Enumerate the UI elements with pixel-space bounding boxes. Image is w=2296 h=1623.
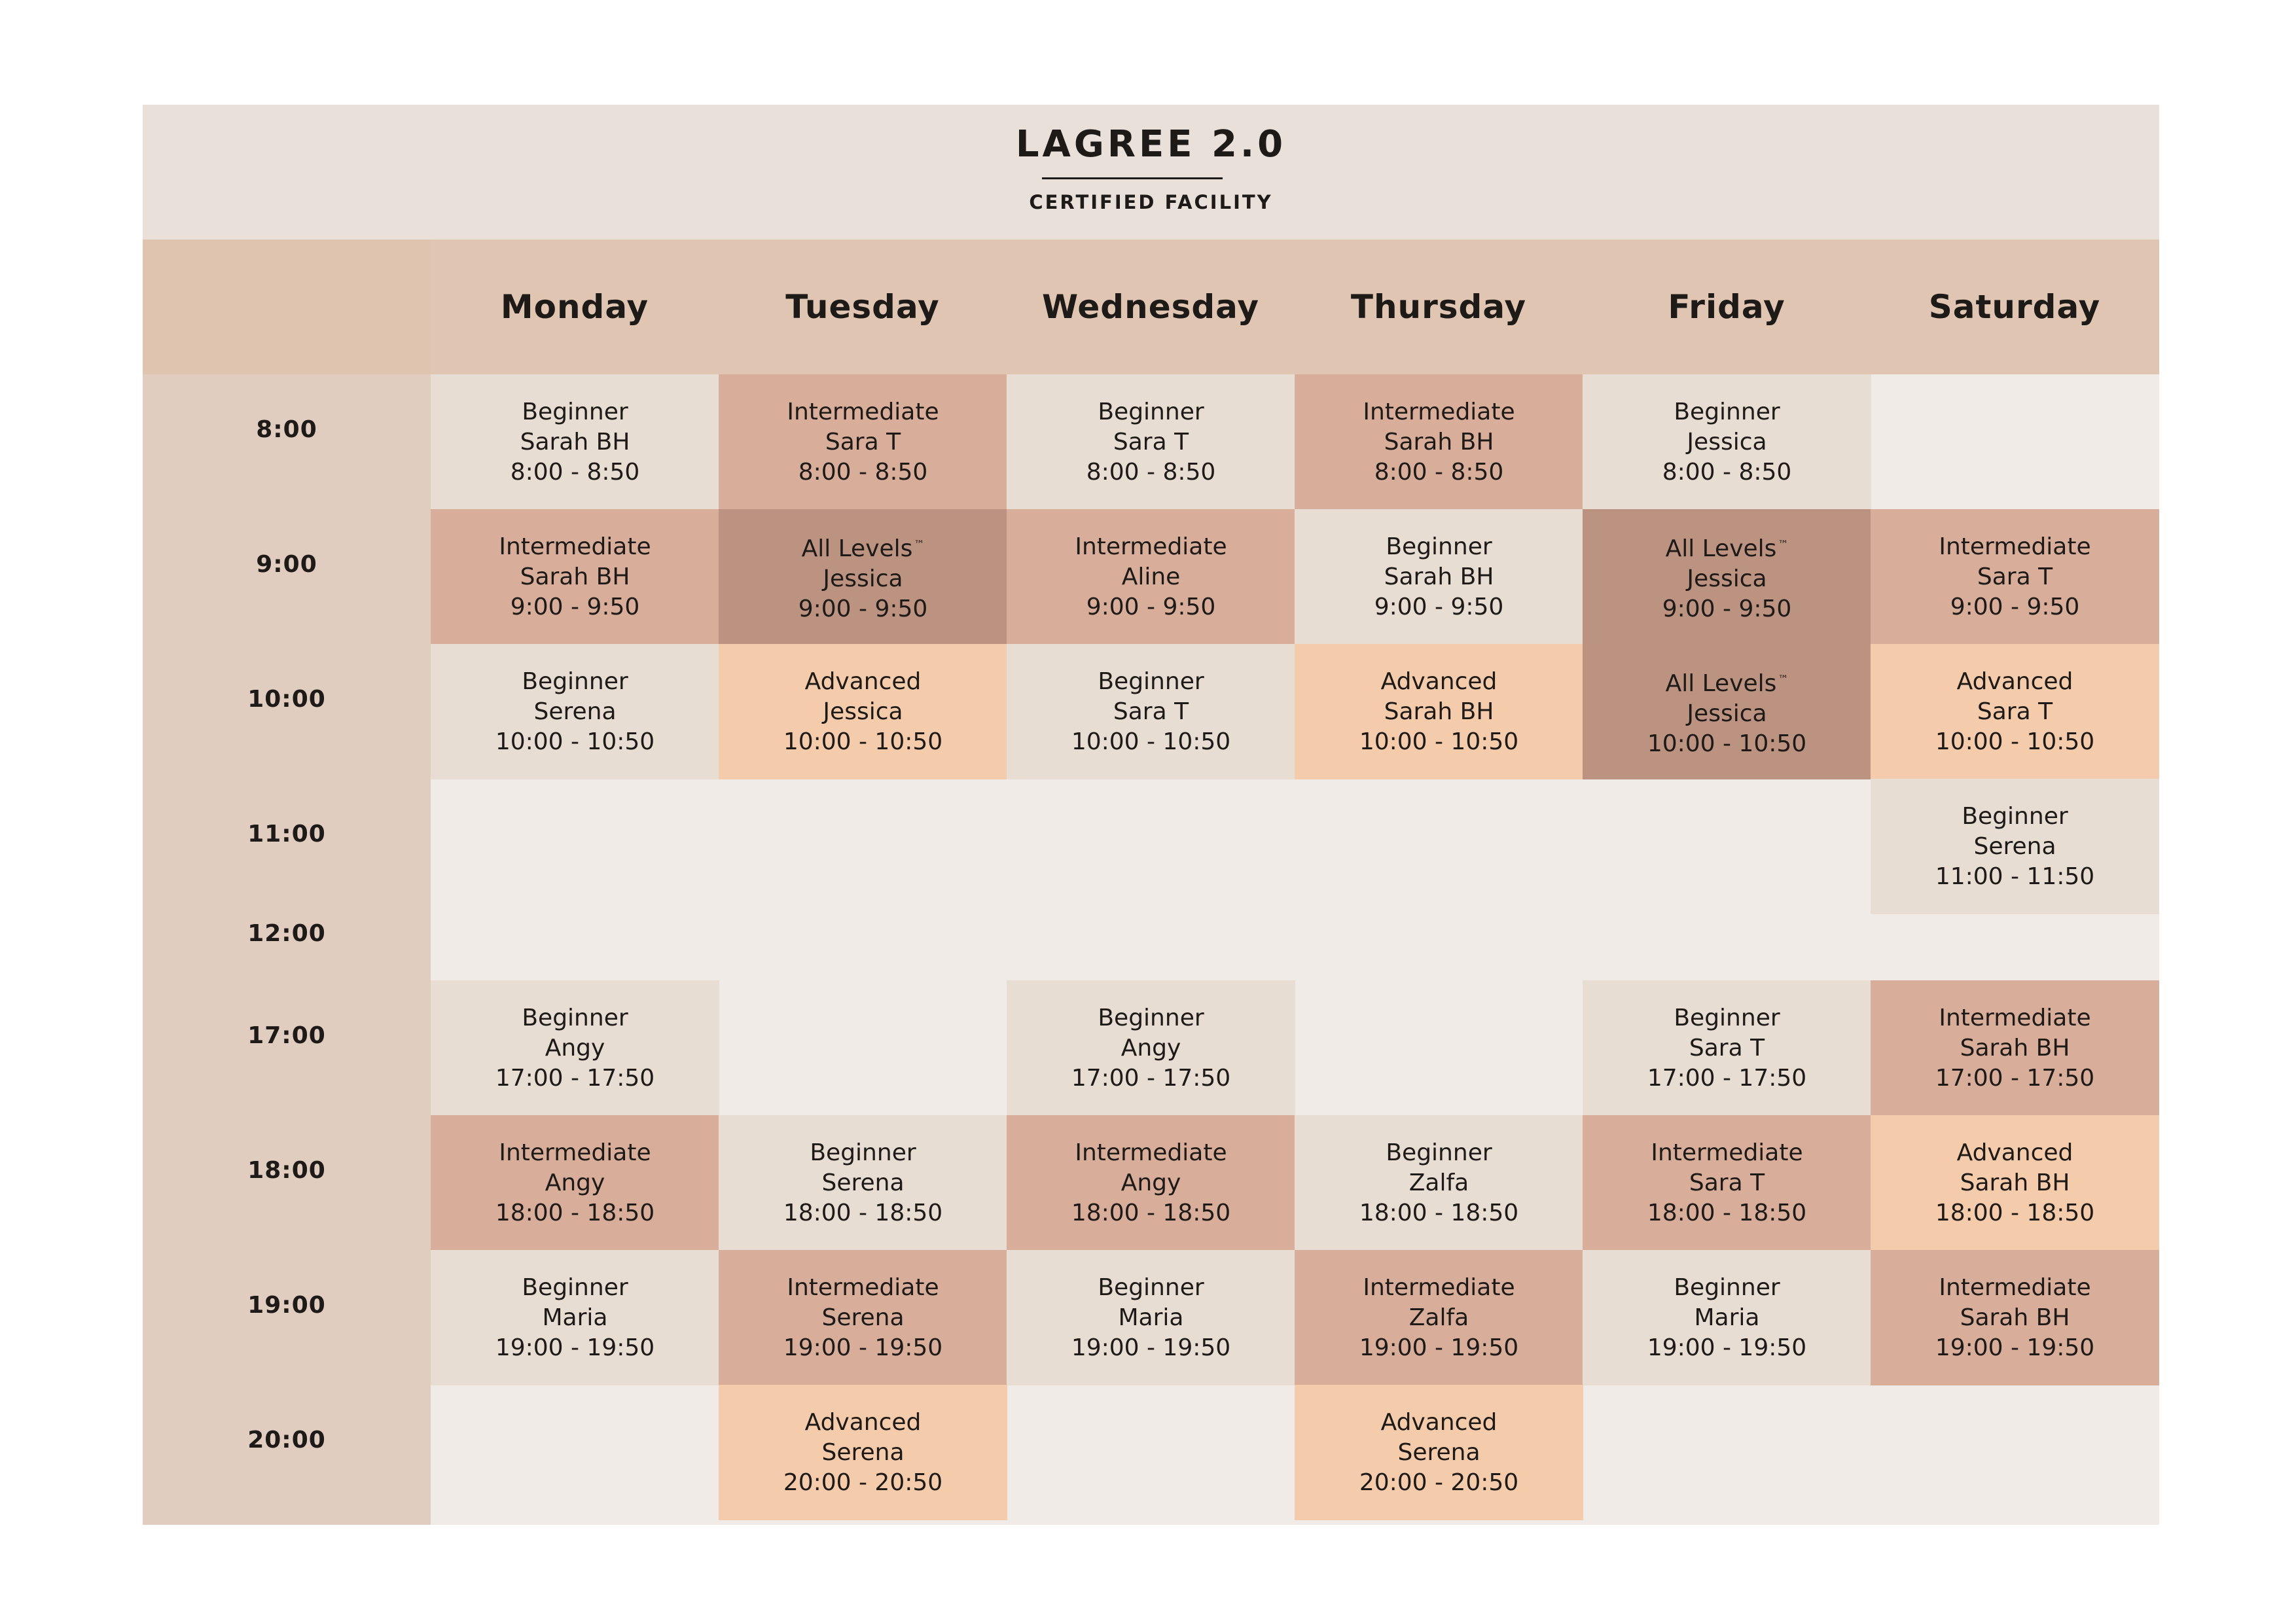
class-level: Intermediate: [787, 1274, 939, 1301]
class-cell-monday-18[interactable]: [431, 1115, 719, 1251]
class-cell-tuesday-8[interactable]: [719, 374, 1007, 510]
day-header-row: [143, 240, 2159, 374]
schedule-grid: [431, 374, 2159, 1525]
class-time: 17:00 - 17:50: [1647, 1064, 1807, 1092]
class-level: Beginner: [522, 398, 628, 425]
class-cell-friday-17[interactable]: [1583, 980, 1871, 1116]
class-level: Beginner: [1962, 802, 2068, 830]
class-instructor: Angy: [1121, 1169, 1181, 1196]
class-level: All Levels ™: [801, 535, 925, 562]
class-time: 10:00 - 10:50: [495, 728, 655, 755]
class-level: Beginner: [1098, 668, 1204, 695]
class-level: Intermediate: [787, 398, 939, 425]
trademark-mark: ™: [914, 538, 925, 550]
class-level: Advanced: [1956, 668, 2073, 695]
class-instructor: Serena: [821, 1304, 905, 1331]
class-time: 10:00 - 10:50: [783, 728, 943, 755]
class-level: All Levels ™: [1665, 535, 1789, 562]
class-level: Intermediate: [1075, 1139, 1227, 1166]
class-instructor: Sarah BH: [1960, 1304, 2070, 1331]
class-time: 19:00 - 19:50: [1935, 1334, 2095, 1361]
class-instructor: Aline: [1121, 563, 1181, 590]
class-instructor: Sarah BH: [1960, 1034, 2070, 1061]
class-cell-wednesday-18[interactable]: [1007, 1115, 1295, 1251]
class-level: Advanced: [1380, 668, 1498, 695]
class-instructor: Sara T: [1977, 563, 2053, 590]
class-instructor: Jessica: [1687, 565, 1767, 592]
class-cell-monday-17[interactable]: [431, 980, 719, 1116]
class-level: Advanced: [804, 1408, 922, 1436]
class-instructor: Angy: [1121, 1034, 1181, 1061]
class-cell-monday-19[interactable]: [431, 1250, 719, 1385]
class-level: Intermediate: [499, 1139, 651, 1166]
header-corner: [143, 240, 431, 374]
class-cell-thursday-9[interactable]: [1295, 509, 1583, 645]
class-cell-wednesday-9[interactable]: [1007, 509, 1295, 645]
time-label: 20:00: [247, 1427, 326, 1454]
class-level: Beginner: [1386, 1139, 1492, 1166]
class-instructor: Sara T: [1689, 1034, 1765, 1061]
class-instructor: Sarah BH: [1960, 1169, 2070, 1196]
class-cell-saturday-11[interactable]: [1871, 779, 2159, 914]
class-time: 19:00 - 19:50: [1647, 1334, 1807, 1361]
class-cell-tuesday-10[interactable]: [719, 644, 1007, 779]
class-level: Intermediate: [1651, 1139, 1803, 1166]
class-cell-wednesday-19[interactable]: [1007, 1250, 1295, 1385]
class-cell-thursday-10[interactable]: [1295, 644, 1583, 779]
class-cell-tuesday-9[interactable]: [719, 509, 1007, 645]
class-level: Intermediate: [1363, 398, 1515, 425]
class-instructor: Serena: [1397, 1438, 1480, 1466]
time-label: 19:00: [247, 1292, 326, 1319]
trademark-mark: ™: [1778, 538, 1789, 550]
class-time: 10:00 - 10:50: [1071, 728, 1231, 755]
class-instructor: Sara T: [1113, 698, 1189, 725]
trademark-mark: ™: [1778, 673, 1789, 685]
class-cell-saturday-17[interactable]: [1871, 980, 2159, 1116]
class-cell-saturday-10[interactable]: [1871, 644, 2159, 779]
class-instructor: Serena: [821, 1169, 905, 1196]
class-cell-friday-18[interactable]: [1583, 1115, 1871, 1251]
class-instructor: Serena: [533, 698, 617, 725]
time-label: 11:00: [247, 821, 326, 847]
class-level: Advanced: [1380, 1408, 1498, 1436]
class-cell-friday-8[interactable]: [1583, 374, 1871, 510]
class-time: 8:00 - 8:50: [1662, 458, 1792, 486]
class-cell-thursday-18[interactable]: [1295, 1115, 1583, 1251]
class-instructor: Sara T: [825, 428, 901, 455]
time-label: 12:00: [247, 920, 326, 947]
class-cell-monday-9[interactable]: [431, 509, 719, 645]
class-cell-saturday-9[interactable]: [1871, 509, 2159, 645]
class-time: 9:00 - 9:50: [1086, 593, 1216, 620]
class-level: Intermediate: [1939, 1274, 2091, 1301]
class-time: 19:00 - 19:50: [495, 1334, 655, 1361]
class-time: 9:00 - 9:50: [1950, 593, 2080, 620]
class-time: 10:00 - 10:50: [1647, 730, 1807, 757]
class-time: 18:00 - 18:50: [1647, 1199, 1807, 1226]
class-cell-tuesday-20[interactable]: [719, 1385, 1007, 1520]
logo-divider: [1042, 177, 1223, 179]
class-level: Beginner: [1098, 398, 1204, 425]
class-level: All Levels ™: [1665, 670, 1789, 697]
time-label: 10:00: [247, 686, 326, 713]
class-time: 18:00 - 18:50: [1359, 1199, 1519, 1226]
class-cell-tuesday-19[interactable]: [719, 1250, 1007, 1385]
class-time: 8:00 - 8:50: [510, 458, 640, 486]
class-instructor: Jessica: [823, 698, 903, 725]
class-time: 17:00 - 17:50: [1071, 1064, 1231, 1092]
logo-subtitle: CERTIFIED FACILITY: [1029, 191, 1273, 213]
class-instructor: Maria: [1118, 1304, 1184, 1331]
class-instructor: Jessica: [823, 565, 903, 592]
class-instructor: Jessica: [1687, 700, 1767, 727]
class-time: 11:00 - 11:50: [1935, 863, 2095, 890]
class-instructor: Serena: [821, 1438, 905, 1466]
class-time: 19:00 - 19:50: [1071, 1334, 1231, 1361]
schedule-header: [143, 105, 2159, 240]
class-cell-friday-9[interactable]: [1583, 509, 1871, 645]
class-level: Beginner: [1674, 398, 1780, 425]
class-time: 19:00 - 19:50: [1359, 1334, 1519, 1361]
class-instructor: Serena: [1973, 832, 2056, 860]
class-level: Beginner: [1674, 1274, 1780, 1301]
day-header-saturday: Saturday: [1928, 288, 2101, 326]
class-level: Intermediate: [499, 533, 651, 560]
schedule-sheet: [143, 105, 2159, 1525]
class-time: 10:00 - 10:50: [1359, 728, 1519, 755]
class-level: Beginner: [810, 1139, 916, 1166]
class-level: Beginner: [1674, 1004, 1780, 1031]
class-time: 18:00 - 18:50: [1935, 1199, 2095, 1226]
class-cell-wednesday-10[interactable]: [1007, 644, 1295, 779]
class-time: 20:00 - 20:50: [1359, 1469, 1519, 1496]
class-level: Intermediate: [1939, 1004, 2091, 1031]
class-level: Beginner: [1098, 1274, 1204, 1301]
class-level: Beginner: [522, 1274, 628, 1301]
time-label: 9:00: [256, 551, 317, 578]
class-instructor: Zalfa: [1408, 1304, 1469, 1331]
day-header-thursday: Thursday: [1350, 288, 1527, 326]
class-time: 9:00 - 9:50: [1662, 596, 1792, 622]
class-level: Beginner: [1098, 1004, 1204, 1031]
class-time: 8:00 - 8:50: [798, 458, 928, 486]
class-instructor: Zalfa: [1408, 1169, 1469, 1196]
class-instructor: Jessica: [1687, 428, 1767, 455]
day-header-monday: Monday: [500, 288, 649, 326]
class-cell-tuesday-18[interactable]: [719, 1115, 1007, 1251]
class-cell-thursday-19[interactable]: [1295, 1250, 1583, 1385]
class-instructor: Sarah BH: [520, 563, 630, 590]
time-label: 17:00: [247, 1022, 326, 1049]
class-time: 18:00 - 18:50: [495, 1199, 655, 1226]
class-instructor: Sara T: [1113, 428, 1189, 455]
class-instructor: Sarah BH: [520, 428, 630, 455]
class-cell-saturday-18[interactable]: [1871, 1115, 2159, 1251]
class-level: Beginner: [522, 668, 628, 695]
class-time: 17:00 - 17:50: [1935, 1064, 2095, 1092]
class-cell-thursday-8[interactable]: [1295, 374, 1583, 510]
logo-title: LAGREE 2.0: [1015, 123, 1287, 166]
class-cell-friday-10[interactable]: [1583, 644, 1871, 779]
class-time: 20:00 - 20:50: [783, 1469, 943, 1496]
class-time: 9:00 - 9:50: [798, 596, 928, 622]
time-label: 8:00: [256, 416, 317, 443]
class-cell-friday-19[interactable]: [1583, 1250, 1871, 1385]
time-column: [143, 374, 431, 1525]
class-cell-wednesday-8[interactable]: [1007, 374, 1295, 510]
class-instructor: Sarah BH: [1384, 698, 1494, 725]
class-time: 8:00 - 8:50: [1086, 458, 1216, 486]
class-instructor: Maria: [542, 1304, 608, 1331]
class-level: Beginner: [1386, 533, 1492, 560]
class-time: 18:00 - 18:50: [1071, 1199, 1231, 1226]
class-level: Intermediate: [1939, 533, 2091, 560]
class-time: 17:00 - 17:50: [495, 1064, 655, 1092]
class-level: Intermediate: [1075, 533, 1227, 560]
class-instructor: Angy: [545, 1034, 605, 1061]
class-cell-monday-10[interactable]: [431, 644, 719, 779]
class-time: 18:00 - 18:50: [783, 1199, 943, 1226]
class-time: 19:00 - 19:50: [783, 1334, 943, 1361]
time-label: 18:00: [247, 1157, 326, 1184]
class-time: 9:00 - 9:50: [510, 593, 640, 620]
class-instructor: Sara T: [1689, 1169, 1765, 1196]
day-header-tuesday: Tuesday: [785, 288, 940, 326]
class-cell-wednesday-17[interactable]: [1007, 980, 1295, 1116]
class-level: Beginner: [522, 1004, 628, 1031]
class-cell-thursday-20[interactable]: [1295, 1385, 1583, 1520]
class-level: Advanced: [804, 668, 922, 695]
class-instructor: Maria: [1694, 1304, 1760, 1331]
day-header-wednesday: Wednesday: [1042, 288, 1259, 326]
class-level: Advanced: [1956, 1139, 2073, 1166]
class-instructor: Sara T: [1977, 698, 2053, 725]
day-header-friday: Friday: [1668, 288, 1785, 326]
class-instructor: Angy: [545, 1169, 605, 1196]
class-time: 10:00 - 10:50: [1935, 728, 2095, 755]
class-time: 8:00 - 8:50: [1374, 458, 1504, 486]
class-time: 9:00 - 9:50: [1374, 593, 1504, 620]
class-cell-saturday-19[interactable]: [1871, 1250, 2159, 1385]
class-instructor: Sarah BH: [1384, 563, 1494, 590]
class-level: Intermediate: [1363, 1274, 1515, 1301]
class-instructor: Sarah BH: [1384, 428, 1494, 455]
class-cell-monday-8[interactable]: [431, 374, 719, 510]
